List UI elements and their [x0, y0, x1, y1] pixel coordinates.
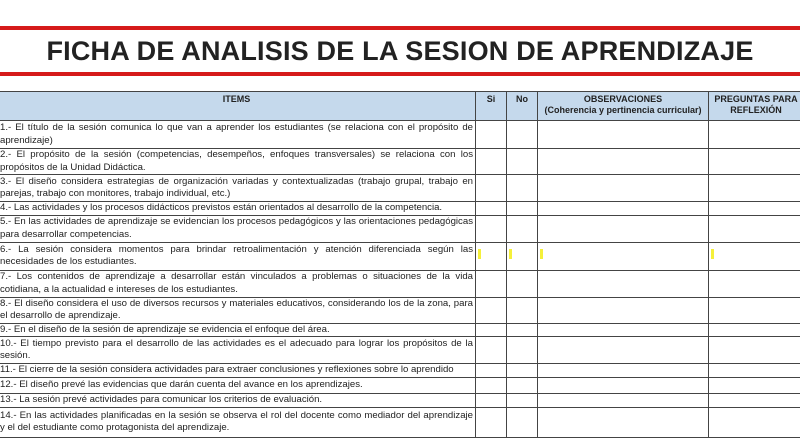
- no-cell[interactable]: [507, 377, 538, 393]
- header-no: No: [507, 92, 538, 121]
- preguntas-cell[interactable]: [709, 175, 800, 202]
- table-row: [0, 149, 800, 175]
- preguntas-cell[interactable]: [709, 377, 800, 393]
- highlight-mark: [540, 249, 543, 259]
- table-row: [0, 323, 800, 337]
- item-text: 4.- Las actividades y los procesos didácticos previstos están orientados al desarrollo de la competencia.: [0, 202, 476, 216]
- preguntas-cell[interactable]: [709, 323, 800, 337]
- item-text: 2.- El propósito de la sesión (competencias, desempeños, enfoques transversales) se relaciona con los propósitos de la Unidad Didáctica.: [0, 149, 476, 175]
- si-cell[interactable]: [476, 393, 507, 407]
- highlight-mark: [478, 249, 481, 259]
- observaciones-cell[interactable]: [538, 323, 709, 337]
- title-banner: [0, 26, 800, 76]
- preguntas-cell[interactable]: [709, 149, 800, 175]
- highlight-mark: [711, 249, 714, 259]
- observaciones-cell[interactable]: [538, 215, 709, 242]
- table-row: [0, 393, 800, 407]
- preguntas-cell[interactable]: [709, 364, 800, 378]
- observaciones-cell[interactable]: [538, 337, 709, 364]
- header-items: ITEMS: [0, 92, 476, 121]
- item-text: 5.- En las actividades de aprendizaje se evidencian los procesos pedagógicos y las orientaciones pedagógicas para desarrollar competencias.: [0, 215, 476, 242]
- si-cell[interactable]: [476, 377, 507, 393]
- table-row: [0, 337, 800, 364]
- no-cell[interactable]: [507, 297, 538, 323]
- si-cell[interactable]: [476, 175, 507, 202]
- no-cell[interactable]: [507, 364, 538, 378]
- header-observaciones: [538, 92, 709, 121]
- observaciones-cell[interactable]: [538, 121, 709, 149]
- item-text: 8.- El diseño considera el uso de diversos recursos y materiales educativos, considerando los de la zona, para el desarrollo de aprendizaje.: [0, 297, 476, 323]
- table-row: [0, 215, 800, 242]
- si-cell[interactable]: [476, 270, 507, 297]
- observaciones-cell[interactable]: [538, 377, 709, 393]
- observaciones-cell[interactable]: [538, 393, 709, 407]
- item-text: 9.- En el diseño de la sesión de aprendizaje se evidencia el enfoque del área.: [0, 323, 476, 337]
- no-cell[interactable]: [507, 393, 538, 407]
- preguntas-cell[interactable]: [709, 121, 800, 149]
- page-title: FICHA DE ANALISIS DE LA SESION DE APRENDIZAJE: [46, 35, 754, 66]
- item-text: 10.- El tiempo previsto para el desarrollo de las actividades es el adecuado para lograr los propósitos de la sesión.: [0, 337, 476, 364]
- table-row: [0, 297, 800, 323]
- item-text: 6.- La sesión considera momentos para brindar retroalimentación y atención diferenciada según las necesidades de los estudiantes.: [0, 242, 476, 270]
- no-cell[interactable]: [507, 407, 538, 437]
- no-cell[interactable]: [507, 149, 538, 175]
- si-cell[interactable]: [476, 323, 507, 337]
- header-si: Si: [476, 92, 507, 121]
- observaciones-cell[interactable]: [538, 149, 709, 175]
- observaciones-cell[interactable]: [538, 242, 709, 270]
- highlight-mark: [509, 249, 512, 259]
- no-cell[interactable]: [507, 337, 538, 364]
- observaciones-cell[interactable]: [538, 407, 709, 437]
- no-cell[interactable]: [507, 242, 538, 270]
- table-row: [0, 377, 800, 393]
- observaciones-cell[interactable]: [538, 297, 709, 323]
- preguntas-cell[interactable]: [709, 202, 800, 216]
- observaciones-cell[interactable]: [538, 364, 709, 378]
- item-text: 13.- La sesión prevé actividades para comunicar los criterios de evaluación.: [0, 393, 476, 407]
- item-text: 7.- Los contenidos de aprendizaje a desarrollar están vinculados a problemas o situaciones de la vida cotidiana, a la actualidad e intereses de los estudiantes.: [0, 270, 476, 297]
- si-cell[interactable]: [476, 364, 507, 378]
- analysis-table: [0, 91, 800, 438]
- si-cell[interactable]: [476, 407, 507, 437]
- table-row: [0, 202, 800, 216]
- item-text: 14.- En las actividades planificadas en la sesión se observa el rol del docente como mediador del aprendizaje y el del estudiante como protagonista del aprendizaje.: [0, 407, 476, 437]
- header-observaciones-subtitle: (Coherencia y pertinencia curricular): [544, 105, 702, 115]
- header-preguntas: PREGUNTAS PARA REFLEXIÓN: [709, 92, 800, 121]
- observaciones-cell[interactable]: [538, 270, 709, 297]
- preguntas-cell[interactable]: [709, 270, 800, 297]
- preguntas-cell[interactable]: [709, 407, 800, 437]
- si-cell[interactable]: [476, 215, 507, 242]
- item-text: 12.- El diseño prevé las evidencias que darán cuenta del avance en los aprendizajes.: [0, 377, 476, 393]
- si-cell[interactable]: [476, 297, 507, 323]
- si-cell[interactable]: [476, 337, 507, 364]
- header-observaciones-title: OBSERVACIONES: [583, 94, 663, 104]
- preguntas-cell[interactable]: [709, 242, 800, 270]
- table-row: [0, 270, 800, 297]
- preguntas-cell[interactable]: [709, 297, 800, 323]
- observaciones-cell[interactable]: [538, 202, 709, 216]
- preguntas-cell[interactable]: [709, 393, 800, 407]
- table-row: [0, 407, 800, 437]
- observaciones-cell[interactable]: [538, 175, 709, 202]
- si-cell[interactable]: [476, 202, 507, 216]
- si-cell[interactable]: [476, 149, 507, 175]
- no-cell[interactable]: [507, 121, 538, 149]
- no-cell[interactable]: [507, 270, 538, 297]
- item-text: 11.- El cierre de la sesión considera actividades para extraer conclusiones y reflexiones sobre lo aprendido: [0, 364, 476, 378]
- item-text: 1.- El título de la sesión comunica lo que van a aprender los estudiantes (se relaciona con el propósito de aprendizaje): [0, 121, 476, 149]
- table-row: [0, 175, 800, 202]
- no-cell[interactable]: [507, 202, 538, 216]
- preguntas-cell[interactable]: [709, 337, 800, 364]
- item-text: 3.- El diseño considera estrategias de organización variadas y contextualizadas (trabajo grupal, trabajo en parejas, trabajo con monitores, trabajo individual, etc.): [0, 175, 476, 202]
- table-row: [0, 121, 800, 149]
- table-row: [0, 242, 800, 270]
- table-row: [0, 364, 800, 378]
- no-cell[interactable]: [507, 215, 538, 242]
- preguntas-cell[interactable]: [709, 215, 800, 242]
- no-cell[interactable]: [507, 323, 538, 337]
- si-cell[interactable]: [476, 242, 507, 270]
- header-row: [0, 92, 800, 121]
- si-cell[interactable]: [476, 121, 507, 149]
- no-cell[interactable]: [507, 175, 538, 202]
